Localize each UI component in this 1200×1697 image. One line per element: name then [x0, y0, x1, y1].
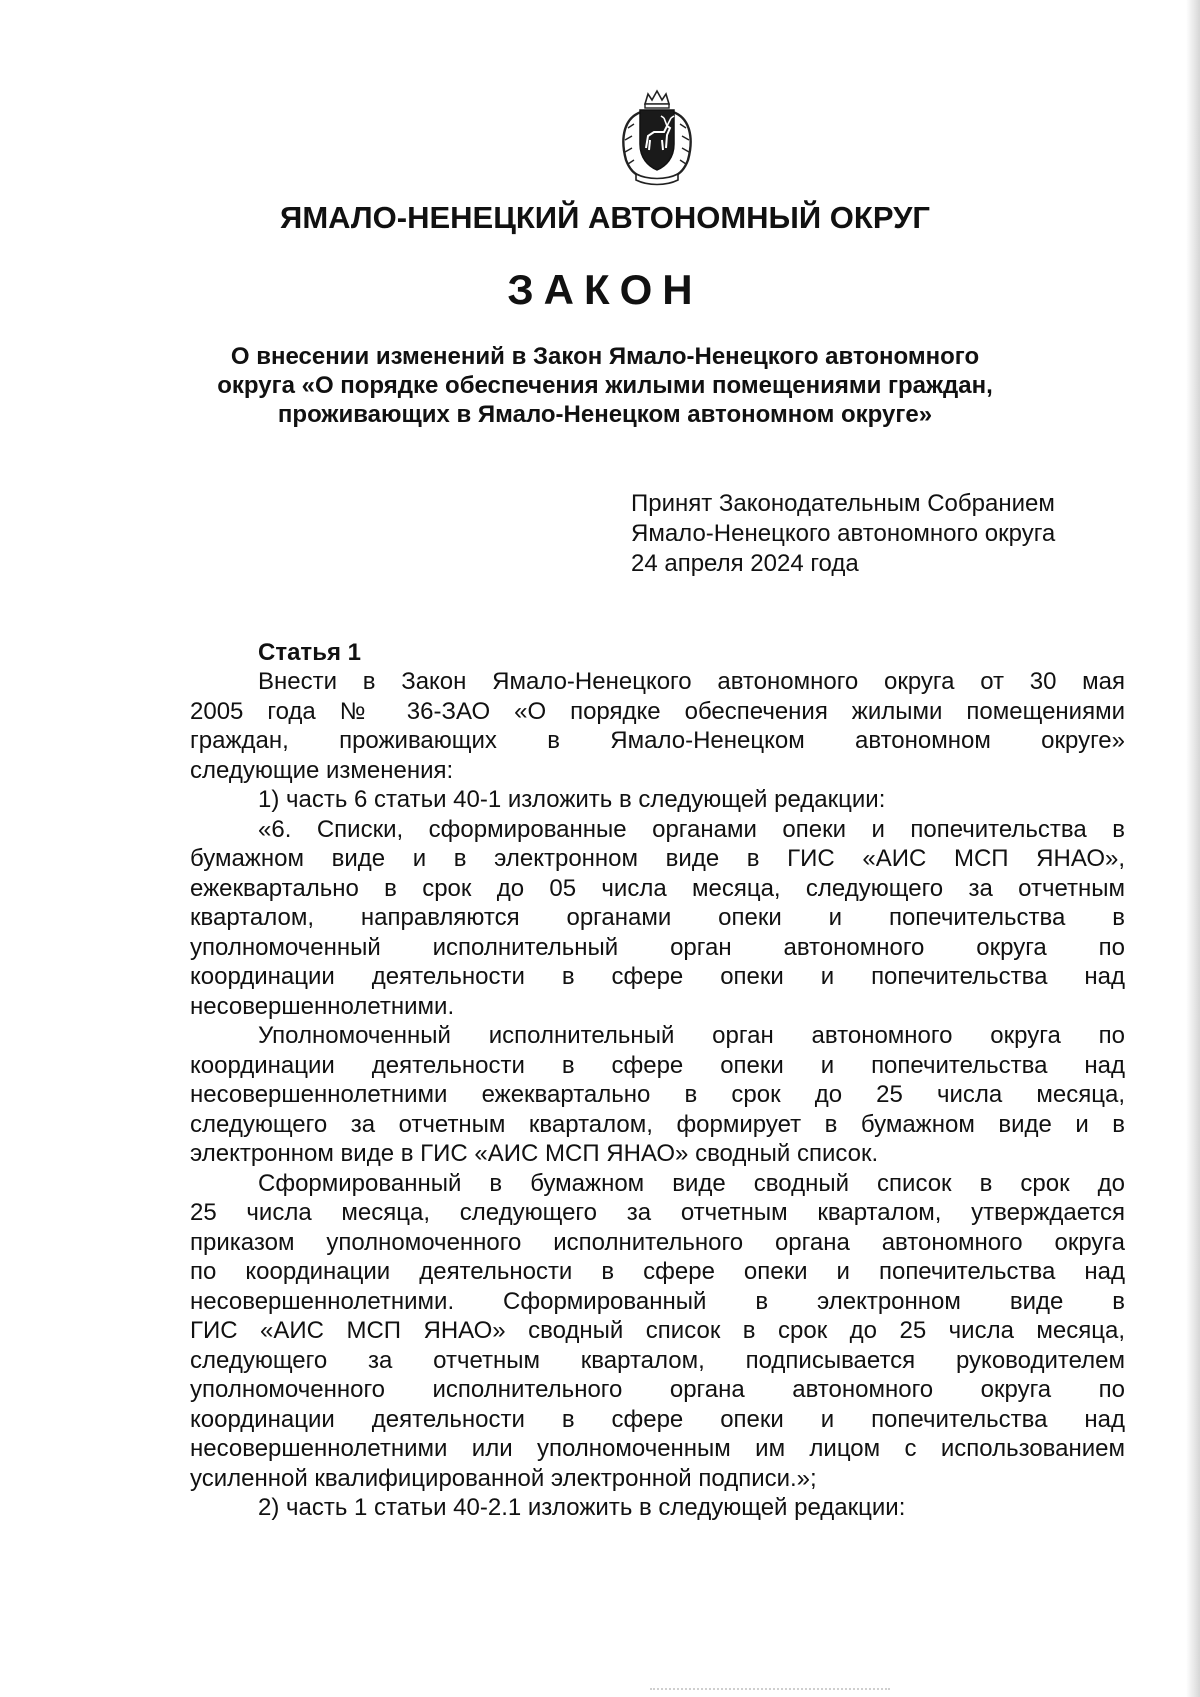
- body-line: ГИС «АИС МСП ЯНАО» сводный список в срок до 25 числа месяца,: [190, 1317, 1125, 1344]
- adoption-line: Ямало-Ненецкого автономного округа: [631, 520, 1056, 547]
- body-line: следующего за отчетным кварталом, подписывается руководителем: [190, 1346, 1125, 1374]
- adoption-note: [631, 489, 1151, 579]
- body-line: несовершеннолетними или уполномоченным им лицом с использованием: [190, 1435, 1125, 1462]
- law-title-line: проживающих в Ямало-Ненецком автономном округе»: [277, 401, 933, 428]
- body-line: бумажном виде и в электронном виде в ГИС «АИС МСП ЯНАО»,: [190, 845, 1125, 872]
- body-line: граждан, проживающих в Ямало-Ненецком автономном округе»: [190, 727, 1125, 754]
- body-line: 2005 года № 36-ЗАО «О порядке обеспечения жилыми помещениями: [190, 697, 1125, 725]
- body-line: 2) часть 1 статьи 40-2.1 изложить в следующей редакции:: [258, 1494, 906, 1521]
- body-line: Уполномоченный исполнительный орган автономного округа по: [258, 1022, 1125, 1049]
- body-line: координации деятельности в сфере опеки и попечительства над: [190, 1405, 1125, 1433]
- body-line: 1) часть 6 статьи 40-1 изложить в следующей редакции:: [258, 786, 886, 813]
- body-line: кварталом, направляются органами опеки и попечительства в: [190, 904, 1125, 931]
- body-line: координации деятельности в сфере опеки и попечительства над: [190, 1051, 1125, 1079]
- body-line: электронном виде в ГИС «АИС МСП ЯНАО» сводный список.: [190, 1140, 879, 1167]
- body-line: уполномоченный исполнительный орган автономного округа по: [190, 933, 1125, 961]
- body-line: 25 числа месяца, следующего за отчетным кварталом, утверждается: [190, 1199, 1125, 1226]
- law-title-line: округа «О порядке обеспечения жилыми помещениями граждан,: [217, 372, 993, 399]
- body-line: следующие изменения:: [190, 756, 454, 784]
- adoption-line: Принят Законодательным Собранием: [631, 490, 1055, 517]
- scan-artifact: [650, 1688, 890, 1692]
- coat-of-arms-emblem: [614, 88, 700, 188]
- document-type-heading: ЗАКОН: [507, 266, 703, 313]
- body-line: уполномоченного исполнительного органа автономного округа по: [190, 1376, 1125, 1403]
- body-line: несовершеннолетними. Сформированный в электронном виде в: [190, 1287, 1125, 1315]
- law-title: [190, 342, 1020, 429]
- law-title-line: О внесении изменений в Закон Ямало-Ненецкого автономного: [230, 343, 980, 370]
- body-line: «6. Списки, сформированные органами опеки и попечительства в: [258, 815, 1125, 843]
- body-line: координации деятельности в сфере опеки и попечительства над: [190, 963, 1125, 990]
- body-line: ежеквартально в срок до 05 числа месяца, следующего за отчетным: [190, 874, 1125, 902]
- body-line: следующего за отчетным кварталом, формирует в бумажном виде и в: [190, 1110, 1125, 1138]
- body-line: несовершеннолетними.: [190, 992, 455, 1020]
- body-line: несовершеннолетними ежеквартально в срок до 25 числа месяца,: [190, 1081, 1125, 1108]
- body-line: приказом уполномоченного исполнительного органа автономного округа: [190, 1228, 1125, 1256]
- body-line: усиленной квалифицированной электронной подписи.»;: [190, 1464, 817, 1492]
- article-body: [190, 667, 1125, 1523]
- region-title: ЯМАЛО-НЕНЕЦКИЙ АВТОНОМНЫЙ ОКРУГ: [280, 200, 930, 235]
- body-line: по координации деятельности в сфере опеки и попечительства над: [190, 1258, 1125, 1285]
- body-line: Сформированный в бумажном виде сводный список в срок до: [258, 1169, 1125, 1197]
- body-line: Внести в Закон Ямало-Ненецкого автономного округа от 30 мая: [258, 668, 1125, 695]
- article-heading: Статья 1: [258, 639, 361, 666]
- page-edge-shadow: [1186, 0, 1200, 1697]
- adoption-date: 24 апреля 2024 года: [631, 550, 859, 577]
